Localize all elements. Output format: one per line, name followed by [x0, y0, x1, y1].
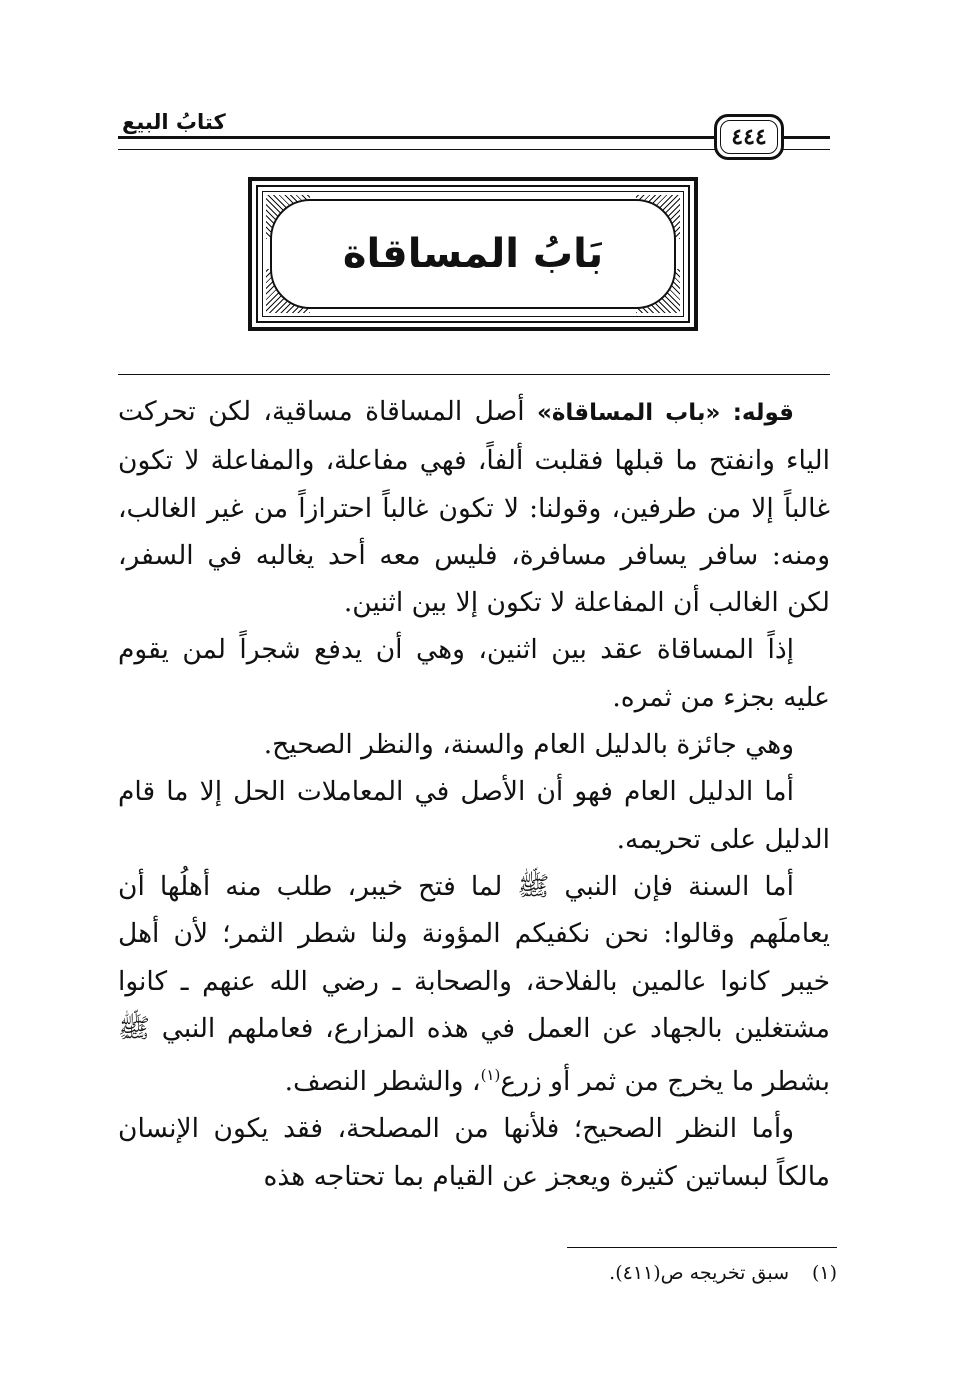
paragraph-text: أصل المساقاة مساقية، لكن تحركت الياء وانفتح ما قبلها فقلبت ألفاً، فهي مفاعلة، والمفاعلة لا تكون غالباً إلا من طرفين، وقولنا: لا تكون غالباً احترازاً من غير الغالب، ومنه: سافر يسافر مسافرة، فليس معه أحد يغالبه في السفر، لكن الغالب أن المفاعلة لا تكون إلا بين اثنين.	[118, 396, 830, 619]
paragraph-4: أما الدليل العام فهو أن الأصل في المعاملات الحل إلا ما قام الدليل على تحريمه.	[118, 776, 830, 855]
footnote-rule	[567, 1247, 837, 1248]
footnote	[609, 1262, 837, 1284]
header-rule-right	[782, 136, 830, 150]
footnote-text: سبق تخريجه ص(٤١١).	[609, 1262, 789, 1284]
chapter-title-box	[270, 199, 676, 309]
paragraph-6: وأما النظر الصحيح؛ فلأنها من المصلحة، فقد يكون الإنسان مالكاً لبساتين كثيرة ويعجز عن القيام بما تحتاجه هذه	[118, 1113, 830, 1192]
header-rule-left	[118, 136, 716, 150]
footnote-number: (١)	[811, 1262, 837, 1284]
section-rule	[118, 374, 830, 375]
quoted-heading: «باب المساقاة»	[536, 400, 721, 426]
body-text	[118, 388, 830, 1200]
paragraph-text: أما السنة فإن النبي ﷺ لما فتح خيبر، طلب منه أهلُها أن يعاملَهم وقالوا: نحن نكفيكم المؤونة ولنا شطر الثمر؛ لأن أهل خيبر كانوا عالمين بالفلاحة، والصحابة ـ رضي الله عنهم ـ كانوا مشتغلين بالجهاد عن العمل في هذه المزارع، فعاملهم النبي ﷺ بشطر ما يخرج من ثمر أو زرع	[118, 870, 830, 1097]
page-number: ٤٤٤	[714, 114, 784, 160]
paragraph-5	[118, 863, 830, 1105]
book-title: كتابُ البيع	[118, 110, 234, 134]
paragraph-1	[118, 388, 830, 626]
paragraph-3: وهي جائزة بالدليل العام والسنة، والنظر الصحيح.	[263, 729, 794, 761]
keyword: قوله:	[732, 400, 794, 426]
chapter-title-frame	[248, 177, 698, 331]
paragraph-text: ، والشطر النصف.	[284, 1065, 481, 1097]
chapter-title: بَابُ المساقاة	[342, 231, 604, 277]
paragraph-2: إذاً المساقاة عقد بين اثنين، وهي أن يدفع شجراً لمن يقوم عليه بجزء من ثمره.	[118, 634, 830, 713]
running-header	[118, 110, 830, 160]
footnote-marker[interactable]: (١)	[480, 1066, 501, 1085]
